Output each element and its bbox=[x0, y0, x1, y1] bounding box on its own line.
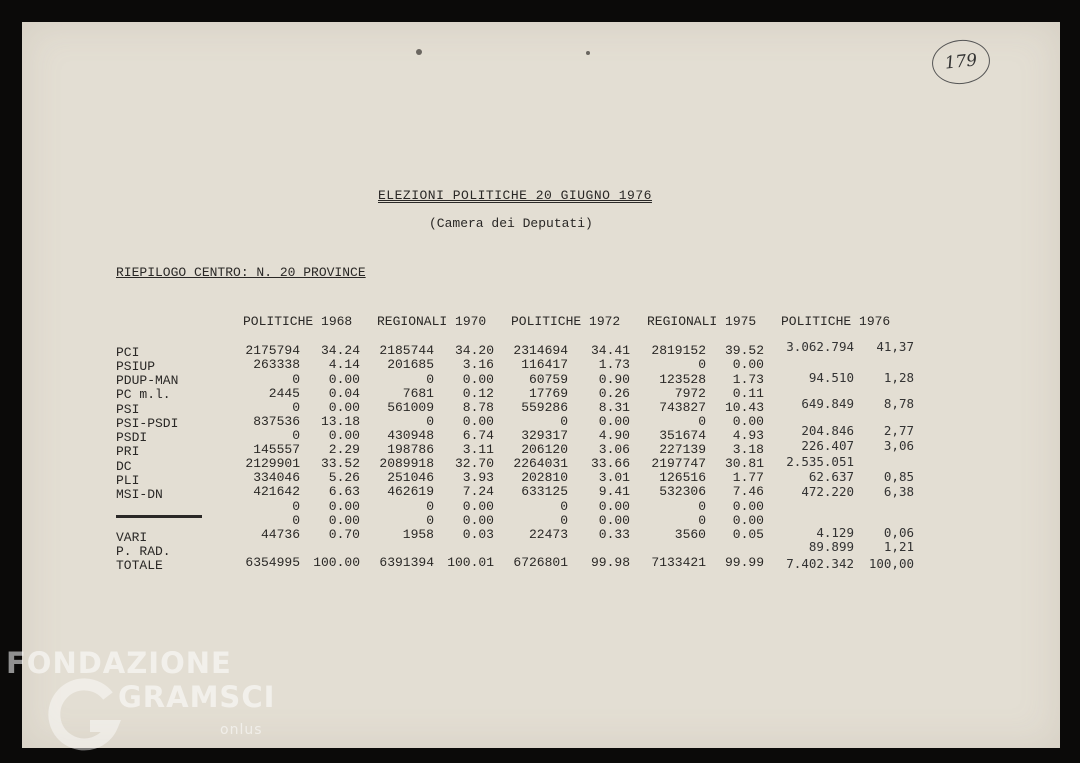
handwritten-1976-cell: 3.062.794 bbox=[786, 339, 854, 354]
table-cell: 532306 bbox=[659, 484, 706, 499]
table-cell: 633125 bbox=[521, 484, 568, 499]
table-cell: 32.70 bbox=[454, 456, 494, 471]
gramsci-logo-icon bbox=[46, 674, 126, 754]
table-cell: 4.93 bbox=[732, 428, 764, 443]
table-cell: 22473 bbox=[528, 527, 568, 542]
table-cell: 0.00 bbox=[598, 513, 630, 528]
handwritten-1976-cell: 472.220 bbox=[801, 484, 854, 499]
row-label: PSI-PSDI bbox=[116, 416, 179, 431]
table-cell: 0 bbox=[292, 513, 300, 528]
table-cell: 0 bbox=[560, 499, 568, 514]
handwritten-1976-cell: 0,85 bbox=[883, 469, 914, 484]
row-label: PDUP-MAN bbox=[116, 373, 179, 388]
row-label: DC bbox=[116, 459, 132, 474]
table-cell: 3.01 bbox=[598, 470, 630, 485]
column-header: REGIONALI 1970 bbox=[377, 314, 487, 329]
handwritten-1976-cell: 7.402.342 bbox=[786, 556, 854, 571]
table-cell: 421642 bbox=[253, 484, 300, 499]
handwritten-1976-cell: 0,06 bbox=[883, 525, 914, 540]
table-cell: 100.01 bbox=[447, 555, 494, 570]
handwritten-1976-cell: 94.510 bbox=[808, 370, 854, 385]
table-cell: 263338 bbox=[253, 357, 300, 372]
table-cell: 0.00 bbox=[598, 414, 630, 429]
table-cell: 9.41 bbox=[598, 484, 630, 499]
table-cell: 430948 bbox=[387, 428, 434, 443]
summary-heading: RIEPILOGO CENTRO: N. 20 PROVINCE bbox=[116, 265, 366, 280]
row-label: PSDI bbox=[116, 430, 148, 445]
document-sheet bbox=[22, 22, 1060, 748]
table-cell: 2264031 bbox=[513, 456, 568, 471]
table-cell: 0.00 bbox=[462, 513, 494, 528]
table-cell: 837536 bbox=[253, 414, 300, 429]
table-cell: 206120 bbox=[521, 442, 568, 457]
handwritten-1976-cell: 1,21 bbox=[883, 539, 914, 554]
row-label: PCI bbox=[116, 345, 140, 360]
table-cell: 0 bbox=[698, 414, 706, 429]
table-cell: 2175794 bbox=[245, 343, 300, 358]
table-cell: 6.74 bbox=[462, 428, 494, 443]
hole-mark bbox=[416, 49, 422, 55]
table-cell: 1.73 bbox=[598, 357, 630, 372]
table-cell: 2819152 bbox=[651, 343, 706, 358]
table-cell: 0.00 bbox=[328, 428, 360, 443]
table-cell: 462619 bbox=[387, 484, 434, 499]
table-cell: 8.31 bbox=[598, 400, 630, 415]
handwritten-1976-cell: 2.535.051 bbox=[786, 454, 854, 469]
column-header: POLITICHE 1968 bbox=[243, 314, 353, 329]
table-cell: 0.00 bbox=[328, 372, 360, 387]
table-cell: 3560 bbox=[674, 527, 706, 542]
table-cell: 0.00 bbox=[328, 513, 360, 528]
table-cell: 0 bbox=[426, 372, 434, 387]
table-cell: 99.98 bbox=[590, 555, 630, 570]
table-cell: 2.29 bbox=[328, 442, 360, 457]
table-cell: 1.77 bbox=[732, 470, 764, 485]
table-cell: 0.00 bbox=[328, 400, 360, 415]
table-cell: 116417 bbox=[521, 357, 568, 372]
table-cell: 0 bbox=[560, 414, 568, 429]
table-cell: 44736 bbox=[260, 527, 300, 542]
table-cell: 3.11 bbox=[462, 442, 494, 457]
column-header: POLITICHE 1976 bbox=[781, 314, 891, 329]
table-cell: 227139 bbox=[659, 442, 706, 457]
table-cell: 0 bbox=[426, 414, 434, 429]
table-cell: 2445 bbox=[268, 386, 300, 401]
hole-mark bbox=[586, 51, 590, 55]
handwritten-1976-cell: 2,77 bbox=[883, 423, 914, 438]
watermark-line1: FONDAZIONE bbox=[6, 646, 232, 680]
table-cell: 33.52 bbox=[320, 456, 360, 471]
table-cell: 60759 bbox=[528, 372, 568, 387]
table-cell: 0 bbox=[698, 513, 706, 528]
table-cell: 3.06 bbox=[598, 442, 630, 457]
table-cell: 39.52 bbox=[724, 343, 764, 358]
row-label: PC m.l. bbox=[116, 387, 171, 402]
separator-line bbox=[116, 515, 202, 518]
table-cell: 0 bbox=[292, 499, 300, 514]
table-cell: 2129901 bbox=[245, 456, 300, 471]
table-cell: 0.00 bbox=[732, 414, 764, 429]
row-label: TOTALE bbox=[116, 558, 163, 573]
table-cell: 198786 bbox=[387, 442, 434, 457]
handwritten-1976-cell: 41,37 bbox=[876, 339, 914, 354]
table-cell: 7972 bbox=[674, 386, 706, 401]
table-cell: 0 bbox=[698, 357, 706, 372]
table-cell: 0.11 bbox=[732, 386, 764, 401]
handwritten-1976-cell: 100,00 bbox=[868, 556, 914, 571]
table-cell: 0 bbox=[698, 499, 706, 514]
table-cell: 0.90 bbox=[598, 372, 630, 387]
row-label: PRI bbox=[116, 444, 140, 459]
row-label: PLI bbox=[116, 473, 140, 488]
column-header: POLITICHE 1972 bbox=[511, 314, 621, 329]
document-title: ELEZIONI POLITICHE 20 GIUGNO 1976 bbox=[378, 188, 652, 203]
table-cell: 3.16 bbox=[462, 357, 494, 372]
handwritten-1976-cell: 226.407 bbox=[801, 438, 854, 453]
table-cell: 34.41 bbox=[590, 343, 630, 358]
table-cell: 561009 bbox=[387, 400, 434, 415]
table-cell: 0 bbox=[426, 513, 434, 528]
handwritten-1976-cell: 649.849 bbox=[801, 396, 854, 411]
page-number bbox=[930, 37, 992, 87]
table-cell: 7133421 bbox=[651, 555, 706, 570]
table-cell: 33.66 bbox=[590, 456, 630, 471]
table-cell: 145557 bbox=[253, 442, 300, 457]
table-cell: 0 bbox=[426, 499, 434, 514]
row-label: P. RAD. bbox=[116, 544, 171, 559]
table-cell: 6391394 bbox=[379, 555, 434, 570]
table-cell: 743827 bbox=[659, 400, 706, 415]
table-cell: 0.26 bbox=[598, 386, 630, 401]
table-cell: 7.24 bbox=[462, 484, 494, 499]
table-cell: 0.00 bbox=[598, 499, 630, 514]
table-cell: 0.70 bbox=[328, 527, 360, 542]
table-cell: 100.00 bbox=[313, 555, 360, 570]
table-cell: 0 bbox=[292, 428, 300, 443]
table-cell: 30.81 bbox=[724, 456, 764, 471]
table-cell: 559286 bbox=[521, 400, 568, 415]
handwritten-1976-cell: 204.846 bbox=[801, 423, 854, 438]
table-cell: 4.90 bbox=[598, 428, 630, 443]
table-cell: 0.33 bbox=[598, 527, 630, 542]
table-cell: 126516 bbox=[659, 470, 706, 485]
watermark-line2: GRAMSCI bbox=[118, 680, 276, 714]
table-cell: 4.14 bbox=[328, 357, 360, 372]
table-cell: 6354995 bbox=[245, 555, 300, 570]
table-cell: 329317 bbox=[521, 428, 568, 443]
table-cell: 0.03 bbox=[462, 527, 494, 542]
table-cell: 0 bbox=[292, 372, 300, 387]
row-label: MSI-DN bbox=[116, 487, 163, 502]
handwritten-1976-cell: 62.637 bbox=[808, 469, 854, 484]
table-cell: 0.00 bbox=[732, 357, 764, 372]
table-cell: 3.93 bbox=[462, 470, 494, 485]
table-cell: 201685 bbox=[387, 357, 434, 372]
handwritten-1976-cell: 89.899 bbox=[808, 539, 854, 554]
table-cell: 0.04 bbox=[328, 386, 360, 401]
table-cell: 0.00 bbox=[462, 499, 494, 514]
table-cell: 0.00 bbox=[328, 499, 360, 514]
table-cell: 34.24 bbox=[320, 343, 360, 358]
table-cell: 0 bbox=[560, 513, 568, 528]
table-cell: 2314694 bbox=[513, 343, 568, 358]
handwritten-1976-cell: 3,06 bbox=[883, 438, 914, 453]
table-cell: 34.20 bbox=[454, 343, 494, 358]
table-cell: 123528 bbox=[659, 372, 706, 387]
table-cell: 2185744 bbox=[379, 343, 434, 358]
row-label: PSIUP bbox=[116, 359, 156, 374]
table-cell: 99.99 bbox=[724, 555, 764, 570]
table-cell: 7681 bbox=[402, 386, 434, 401]
table-cell: 3.18 bbox=[732, 442, 764, 457]
table-cell: 0.00 bbox=[732, 513, 764, 528]
row-label: PSI bbox=[116, 402, 140, 417]
row-label: VARI bbox=[116, 530, 148, 545]
table-cell: 251046 bbox=[387, 470, 434, 485]
table-cell: 2197747 bbox=[651, 456, 706, 471]
table-cell: 6.63 bbox=[328, 484, 360, 499]
table-cell: 0.00 bbox=[462, 414, 494, 429]
handwritten-1976-cell: 1,28 bbox=[883, 370, 914, 385]
handwritten-1976-cell: 4.129 bbox=[816, 525, 854, 540]
document-subtitle: (Camera dei Deputati) bbox=[429, 216, 593, 231]
table-cell: 0.12 bbox=[462, 386, 494, 401]
table-cell: 10.43 bbox=[724, 400, 764, 415]
table-cell: 0.05 bbox=[732, 527, 764, 542]
page-number-text: 179 bbox=[943, 50, 979, 74]
table-cell: 0 bbox=[292, 400, 300, 415]
table-cell: 2089918 bbox=[379, 456, 434, 471]
table-cell: 1958 bbox=[402, 527, 434, 542]
table-cell: 0.00 bbox=[462, 372, 494, 387]
table-cell: 6726801 bbox=[513, 555, 568, 570]
table-cell: 13.18 bbox=[320, 414, 360, 429]
table-cell: 351674 bbox=[659, 428, 706, 443]
table-cell: 202810 bbox=[521, 470, 568, 485]
table-cell: 334046 bbox=[253, 470, 300, 485]
table-cell: 17769 bbox=[528, 386, 568, 401]
table-cell: 8.78 bbox=[462, 400, 494, 415]
handwritten-1976-cell: 6,38 bbox=[883, 484, 914, 499]
table-cell: 0.00 bbox=[732, 499, 764, 514]
handwritten-1976-cell: 8,78 bbox=[883, 396, 914, 411]
column-header: REGIONALI 1975 bbox=[647, 314, 757, 329]
watermark-onlus: onlus bbox=[220, 722, 263, 738]
table-cell: 1.73 bbox=[732, 372, 764, 387]
table-cell: 5.26 bbox=[328, 470, 360, 485]
table-cell: 7.46 bbox=[732, 484, 764, 499]
